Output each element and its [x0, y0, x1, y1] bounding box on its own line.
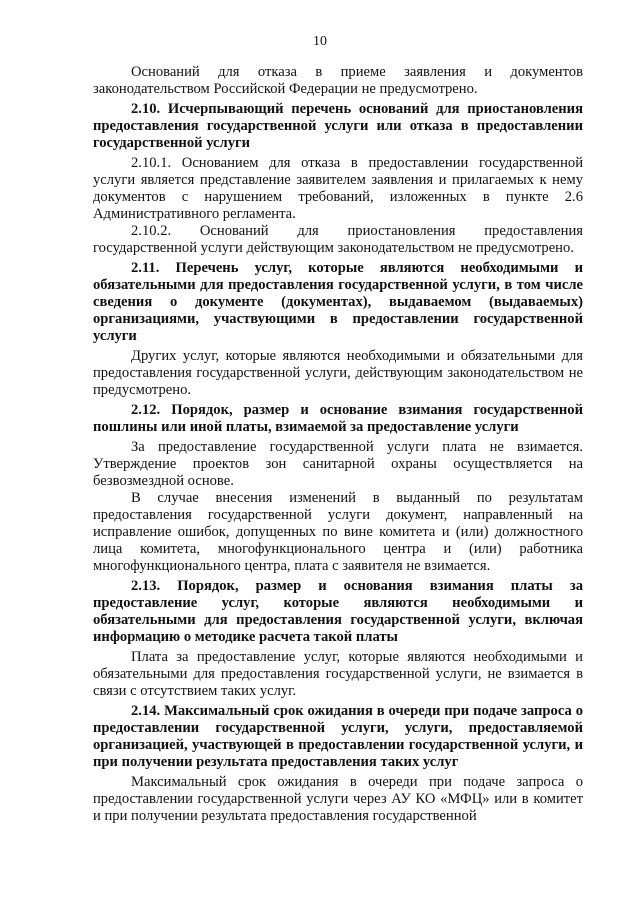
- paragraph-other-services: Других услуг, которые являются необходимыми и обязательными для предоставления государственной услуги, действующим законодательством не предусмотрено.: [93, 348, 583, 398]
- paragraph-2-10-1: 2.10.1. Основанием для отказа в предоставлении государственной услуги является представление заявителем заявления и прилагаемых к нему документов с нарушением требований, изложенных в пункте 2.6 Административного регламента.: [93, 155, 583, 222]
- paragraph-refusal-grounds: Оснований для отказа в приеме заявления и документов законодательством Российской Федерации не предусмотрено.: [93, 64, 583, 97]
- heading-2-10: 2.10. Исчерпывающий перечень оснований для приостановления предоставления государственной услуги или отказа в предоставлении государственной услуги: [93, 101, 583, 151]
- page-number: 10: [313, 34, 327, 49]
- paragraph-no-fee: За предоставление государственной услуги плата не взимается. Утверждение проектов зон санитарной охраны осуществляется на безвозмездной основе.: [93, 439, 583, 489]
- heading-2-12: 2.12. Порядок, размер и основание взимания государственной пошлины или иной платы, взимаемой за предоставление услуги: [93, 402, 583, 435]
- paragraph-queue-time: Максимальный срок ожидания в очереди при подаче запроса о предоставлении государственной услуги через АУ КО «МФЦ» или в комитет и при получении результата предоставления государственной: [93, 774, 583, 824]
- paragraph-service-fee: Плата за предоставление услуг, которые являются необходимыми и обязательными для предоставления государственной услуги, не взимается в связи с отсутствием таких услуг.: [93, 649, 583, 699]
- heading-2-13: 2.13. Порядок, размер и основания взимания платы за предоставление услуг, которые являются необходимыми и обязательными для предоставления государственной услуги, включая информацию о методике расчета такой платы: [93, 578, 583, 645]
- page-body: [93, 64, 583, 825]
- paragraph-corrections: В случае внесения изменений в выданный по результатам предоставления государственной услуги документ, направленный на исправление ошибок, допущенных по вине комитета и (или) должностного лица комитета, многофункционального центра и (или) работника многофункционального центра, плата с заявителя не взимается.: [93, 490, 583, 574]
- heading-2-14: 2.14. Максимальный срок ожидания в очереди при подаче запроса о предоставлении государственной услуги, услуги, предоставляемой организацией, участвующей в предоставлении государственной услуги, и при получении результата предоставления таких услуг: [93, 703, 583, 770]
- heading-2-11: 2.11. Перечень услуг, которые являются необходимыми и обязательными для предоставления государственной услуги, в том числе сведения о документе (документах), выдаваемом (выдаваемых) организациями, участвующими в предоставлении государственной услуги: [93, 260, 583, 344]
- paragraph-2-10-2: 2.10.2. Оснований для приостановления предоставления государственной услуги действующим законодательством не предусмотрено.: [93, 223, 583, 256]
